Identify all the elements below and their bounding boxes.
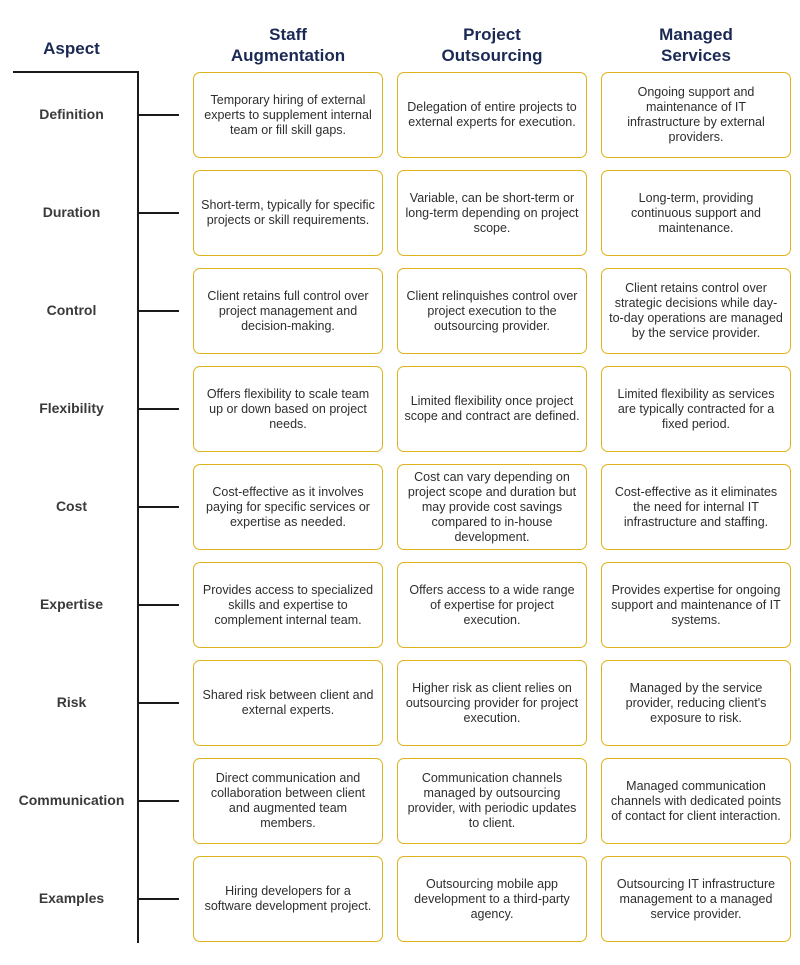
cell-text: Limited flexibility once project scope and contract are defined. [404, 394, 580, 423]
cell-project-outsourcing [397, 72, 587, 158]
row-connector [137, 114, 179, 116]
cell-managed-services [601, 562, 791, 648]
row-connector [137, 604, 179, 606]
cell-staff-augmentation [193, 856, 383, 942]
row-connector [137, 408, 179, 410]
cell-staff-augmentation [193, 170, 383, 256]
cell-project-outsourcing [397, 366, 587, 452]
cell-project-outsourcing [397, 562, 587, 648]
cell-text: Cost-effective as it eliminates the need for internal IT infrastructure and staffing. [614, 484, 778, 529]
cell-staff-augmentation [193, 72, 383, 158]
cell-managed-services [601, 856, 791, 942]
cell-text: Limited flexibility as services are typically contracted for a fixed period. [617, 386, 775, 431]
cell-managed-services [601, 464, 791, 550]
header-project-outsourcing: Project Outsourcing [441, 25, 543, 65]
header-managed-services: Managed Services [659, 25, 733, 65]
cell-staff-augmentation [193, 660, 383, 746]
cell-text: Offers flexibility to scale team up or down based on project needs. [206, 386, 370, 431]
cell-staff-augmentation [193, 758, 383, 844]
row-connector [137, 212, 179, 214]
cell-text: Hiring developers for a software development project. [204, 884, 372, 913]
cell-text: Managed communication channels with dedicated points of contact for client interaction. [610, 778, 782, 823]
aspect-label: Definition [39, 106, 104, 122]
row-connector [137, 800, 179, 802]
cell-staff-augmentation [193, 268, 383, 354]
cell-text: Variable, can be short-term or long-term depending on project scope. [405, 190, 579, 235]
aspect-label: Risk [56, 694, 87, 710]
cell-text: Ongoing support and maintenance of IT infrastructure by external providers. [627, 85, 765, 144]
cell-text: Communication channels managed by outsourcing provider, with periodic updates to client. [407, 771, 577, 830]
cell-text: Shared risk between client and external experts. [202, 688, 374, 717]
cell-text: Offers access to a wide range of expertise for project execution. [409, 582, 575, 627]
aspect-label: Duration [42, 204, 101, 220]
cell-managed-services [601, 660, 791, 746]
cell-text: Outsourcing IT infrastructure management to a managed service provider. [616, 876, 776, 921]
cell-text: Direct communication and collaboration between client and augmented team members. [210, 771, 366, 830]
aspect-label: Control [46, 302, 97, 318]
aspect-label: Communication [18, 792, 125, 808]
cell-text: Short-term, typically for specific projects or skill requirements. [201, 198, 375, 227]
cell-text: Delegation of entire projects to external experts for execution. [407, 100, 577, 129]
cell-managed-services [601, 170, 791, 256]
row-connector [137, 506, 179, 508]
aspect-label: Flexibility [39, 400, 104, 416]
cell-text: Higher risk as client relies on outsourcing provider for project execution. [405, 680, 579, 725]
header-aspect: Aspect [43, 39, 100, 58]
cell-text: Client relinquishes control over project execution to the outsourcing provider. [406, 288, 578, 333]
header-staff-augmentation: Staff Augmentation [230, 25, 346, 65]
row-connector [137, 898, 179, 900]
cell-text: Long-term, providing continuous support and maintenance. [631, 190, 761, 235]
cell-project-outsourcing [397, 660, 587, 746]
cell-text: Managed by the service provider, reducing client's exposure to risk. [625, 680, 767, 725]
cell-managed-services [601, 758, 791, 844]
cell-managed-services [601, 366, 791, 452]
header-underline [13, 71, 138, 73]
cell-project-outsourcing [397, 268, 587, 354]
cell-managed-services [601, 72, 791, 158]
cell-project-outsourcing [397, 758, 587, 844]
aspect-label: Expertise [39, 596, 104, 612]
cell-project-outsourcing [397, 464, 587, 550]
cell-text: Provides access to specialized skills and expertise to complement internal team. [202, 582, 374, 627]
cell-text: Client retains control over strategic decisions while day-to-day operations are managed by the service provider. [609, 281, 783, 340]
cell-project-outsourcing [397, 170, 587, 256]
cell-text: Outsourcing mobile app development to a third-party agency. [414, 876, 570, 921]
row-connector [137, 702, 179, 704]
aspect-label: Cost [55, 498, 88, 514]
cell-staff-augmentation [193, 562, 383, 648]
cell-text: Cost-effective as it involves paying for specific services or expertise as needed. [206, 484, 370, 529]
cell-staff-augmentation [193, 464, 383, 550]
cell-staff-augmentation [193, 366, 383, 452]
row-connector [137, 310, 179, 312]
aspect-label: Examples [38, 890, 105, 906]
cell-managed-services [601, 268, 791, 354]
cell-text: Temporary hiring of external experts to supplement internal team or fill skill gaps. [204, 92, 372, 137]
cell-text: Client retains full control over project management and decision-making. [207, 288, 369, 333]
cell-project-outsourcing [397, 856, 587, 942]
cell-text: Cost can vary depending on project scope and duration but may provide cost savings compared to in-house development. [407, 469, 577, 544]
cell-text: Provides expertise for ongoing support and maintenance of IT systems. [611, 582, 781, 627]
